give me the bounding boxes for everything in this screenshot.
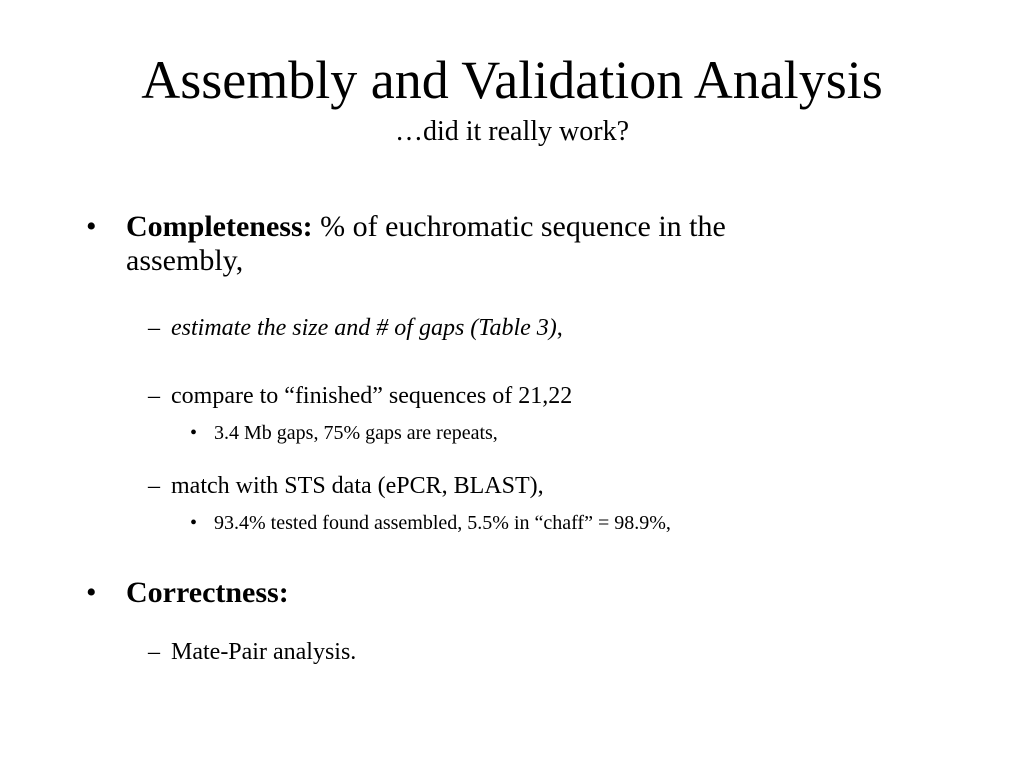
bullet-label: Completeness:	[126, 210, 313, 243]
sub-item-text	[171, 313, 931, 343]
sub-item-text: match with STS data (ePCR, BLAST),	[171, 473, 544, 499]
bullet-label: Correctness:	[126, 576, 289, 609]
bullet-body: % of euchromatic sequence in the assembly,	[126, 210, 726, 277]
dash-marker: –	[148, 383, 160, 409]
bullet-marker: •	[86, 576, 97, 609]
bullet-marker: •	[86, 210, 97, 243]
dot-marker: •	[190, 512, 198, 534]
bullet-text	[126, 576, 846, 610]
sub-item-italic: estimate the size and # of gaps (Table 3)	[171, 315, 557, 341]
subsub-item-text: 93.4% tested found assembled, 5.5% in “chaff” = 98.9%,	[214, 512, 671, 534]
slide-subtitle: …did it really work?	[394, 116, 630, 147]
dash-marker: –	[148, 639, 160, 665]
sub-item-text: compare to “finished” sequences of 21,22	[171, 383, 573, 409]
dash-marker: –	[148, 315, 160, 341]
sub-item-text: Mate-Pair analysis.	[171, 639, 357, 665]
bullet-text	[126, 210, 846, 278]
dot-marker: •	[190, 422, 198, 444]
dash-marker: –	[148, 473, 160, 499]
slide-title: Assembly and Validation Analysis	[141, 50, 883, 110]
subsub-item-text: 3.4 Mb gaps, 75% gaps are repeats,	[214, 422, 498, 444]
sub-item-suffix: ,	[556, 315, 563, 341]
